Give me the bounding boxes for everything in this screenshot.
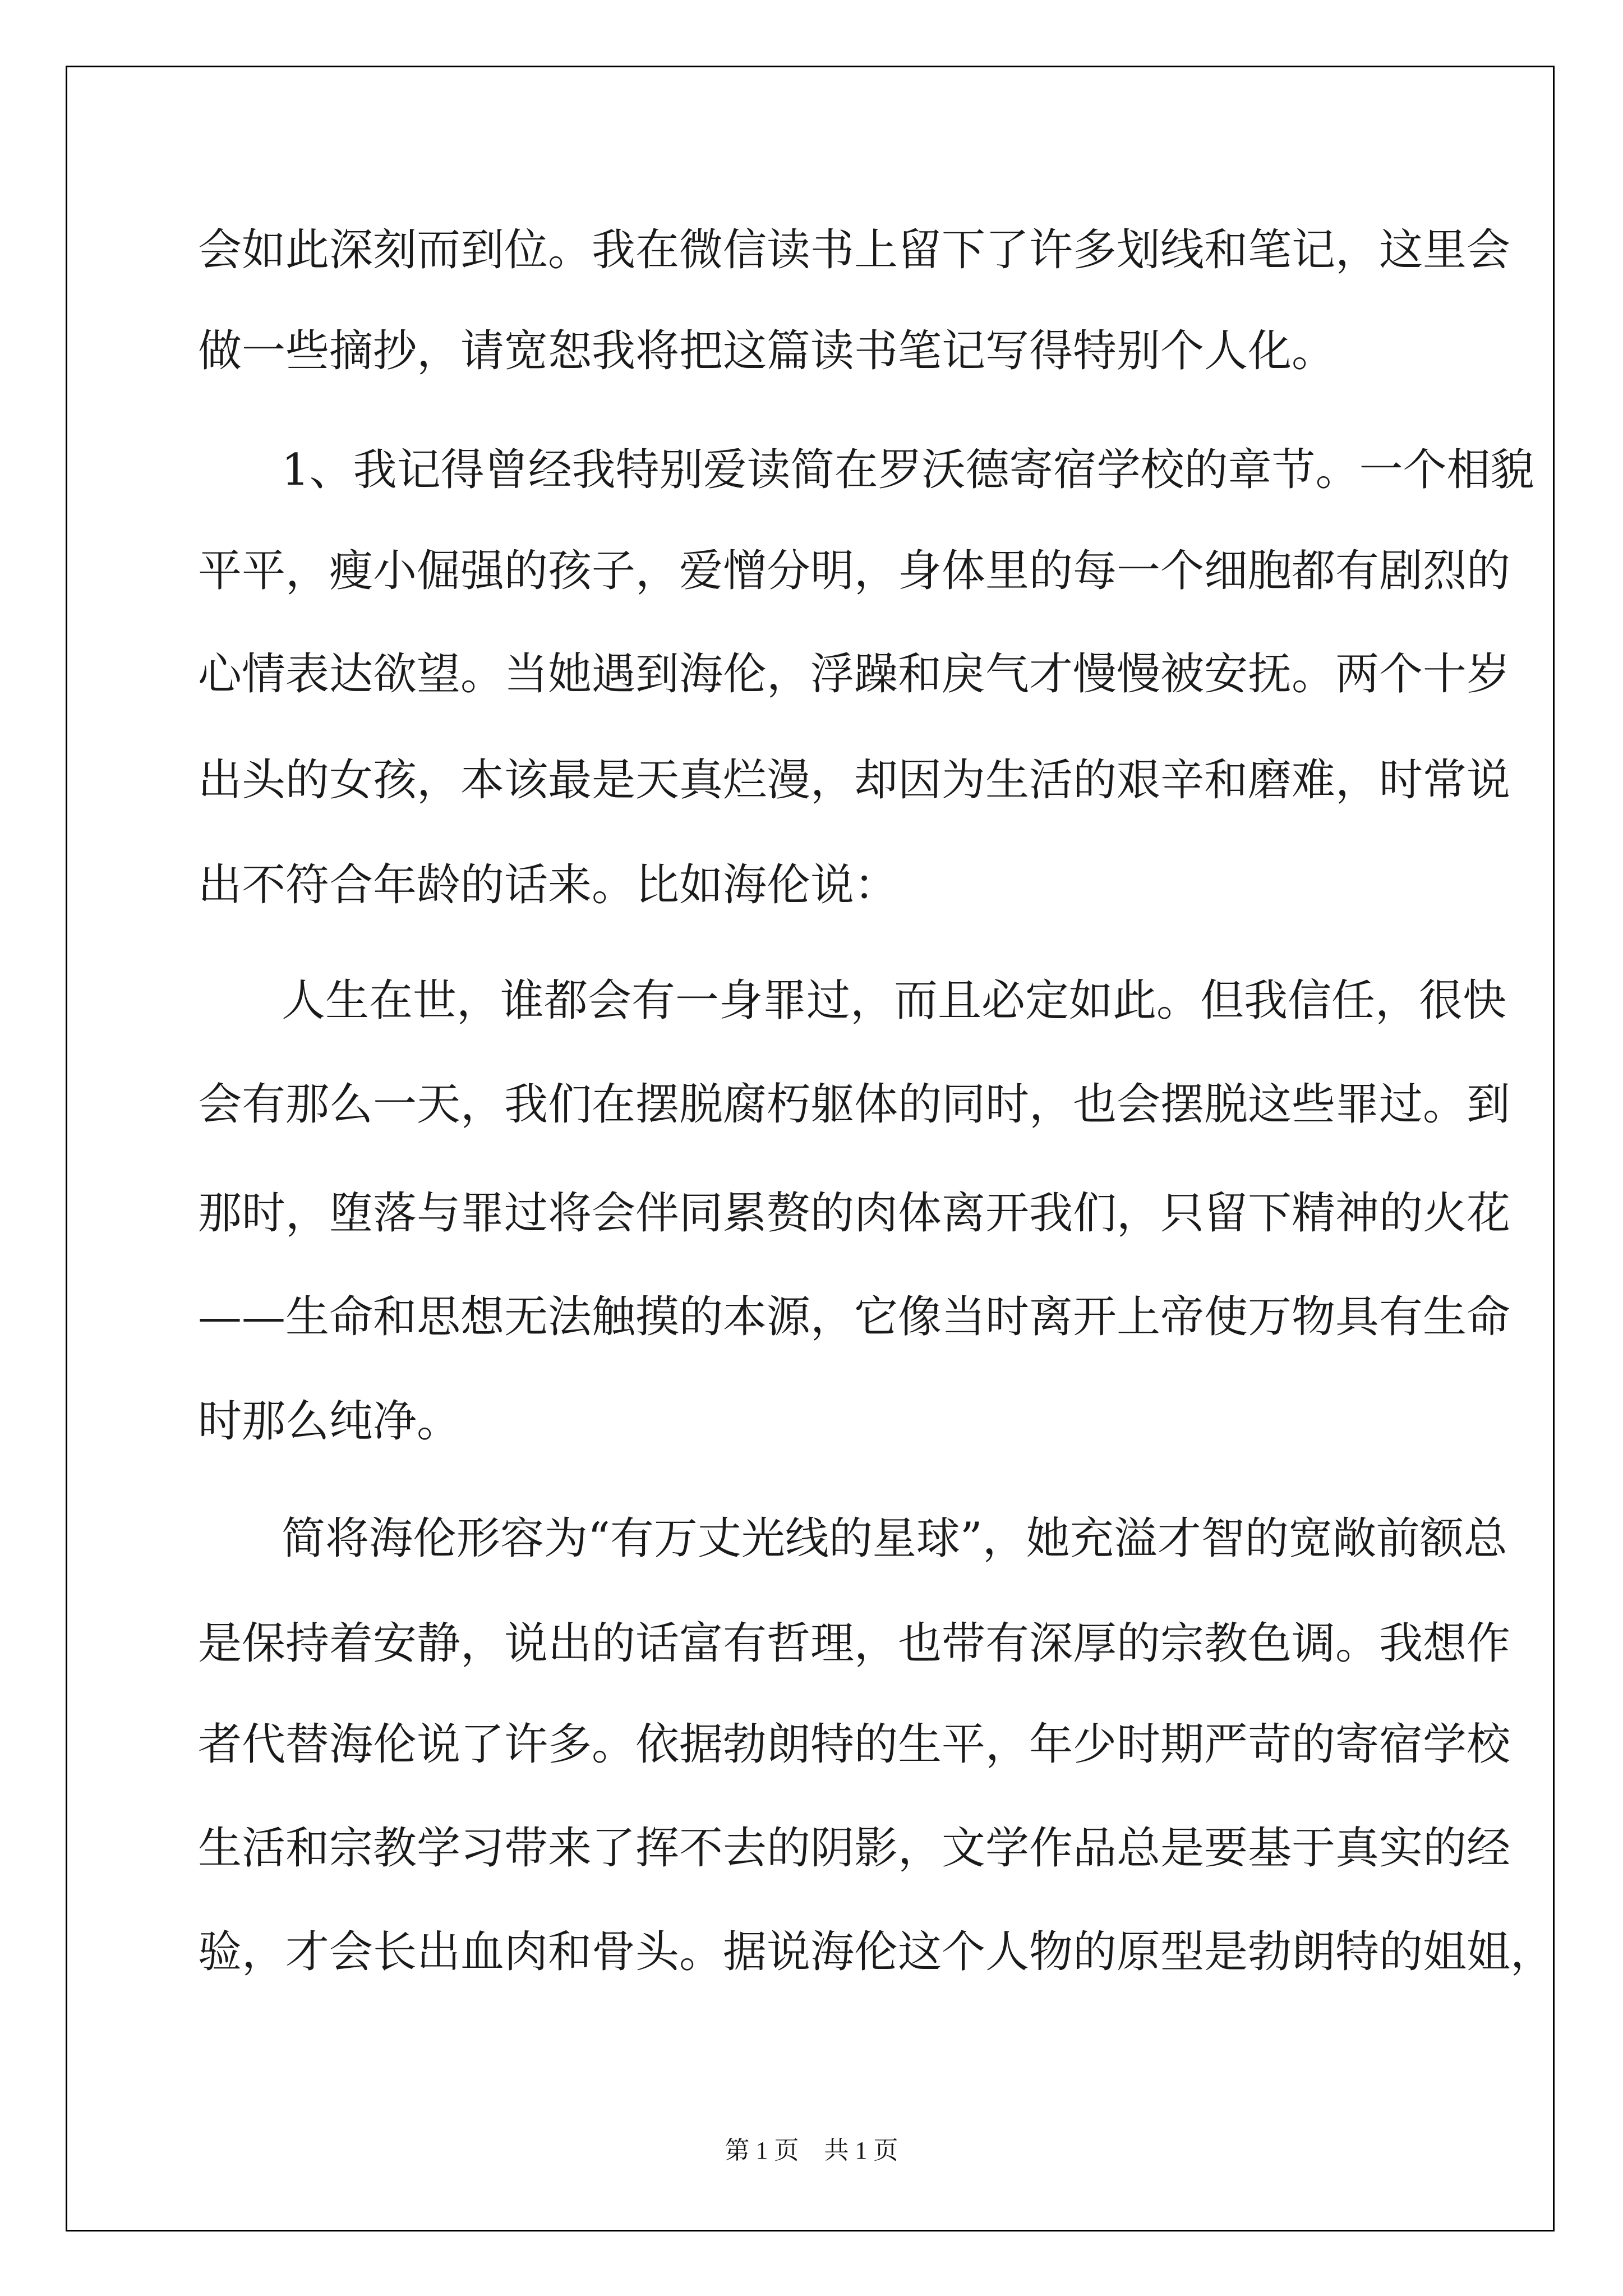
page-footer — [0, 2134, 1623, 2168]
body-text-line: 1、我记得曾经我特别爱读简在罗沃德寄宿学校的章节。一个相貌 — [282, 445, 1534, 495]
body-text-line: ——生命和思想无法触摸的本源，它像当时离开上帝使万物具有生命 — [198, 1292, 1511, 1342]
body-text-line: 人生在世，谁都会有一身罪过，而且必定如此。但我信任，很快 — [282, 976, 1507, 1026]
body-text-line: 者代替海伦说了许多。依据勃朗特的生平，年少时期严苛的寄宿学校 — [198, 1719, 1511, 1770]
page-number: 第 1 页 — [725, 2137, 799, 2164]
body-text-line: 平平，瘦小倔强的孩子，爱憎分明，身体里的每一个细胞都有剧烈的 — [198, 546, 1511, 596]
page-border — [66, 66, 1555, 2231]
body-text-line: 是保持着安静，说出的话富有哲理，也带有深厚的宗教色调。我想作 — [198, 1618, 1511, 1669]
body-text-line: 出头的女孩，本该最是天真烂漫，却因为生活的艰辛和磨难，时常说 — [198, 755, 1511, 806]
body-text-line: 会有那么一天，我们在摆脱腐朽躯体的同时，也会摆脱这些罪过。到 — [198, 1079, 1511, 1130]
body-text-line: 出不符合年龄的话来。比如海伦说： — [198, 860, 898, 910]
page-total: 共 1 页 — [824, 2137, 898, 2164]
body-text-line: 会如此深刻而到位。我在微信读书上留下了许多划线和笔记，这里会 — [198, 225, 1511, 275]
body-text-line: 做一些摘抄，请宽恕我将把这篇读书笔记写得特别个人化。 — [198, 326, 1336, 376]
body-text-line: 生活和宗教学习带来了挥不去的阴影，文学作品总是要基于真实的经 — [198, 1823, 1511, 1874]
body-text-line: 验，才会长出血肉和骨头。据说海伦这个人物的原型是勃朗特的姐姐， — [198, 1927, 1555, 1977]
body-text-line: 时那么纯净。 — [198, 1396, 461, 1447]
body-text-line: 心情表达欲望。当她遇到海伦，浮躁和戾气才慢慢被安抚。两个十岁 — [198, 649, 1511, 700]
body-text-line: 那时，堕落与罪过将会伴同累赘的肉体离开我们，只留下精神的火花 — [198, 1188, 1511, 1239]
body-text-line: 简将海伦形容为“有万丈光线的星球”，她充溢才智的宽敞前额总 — [282, 1513, 1507, 1564]
